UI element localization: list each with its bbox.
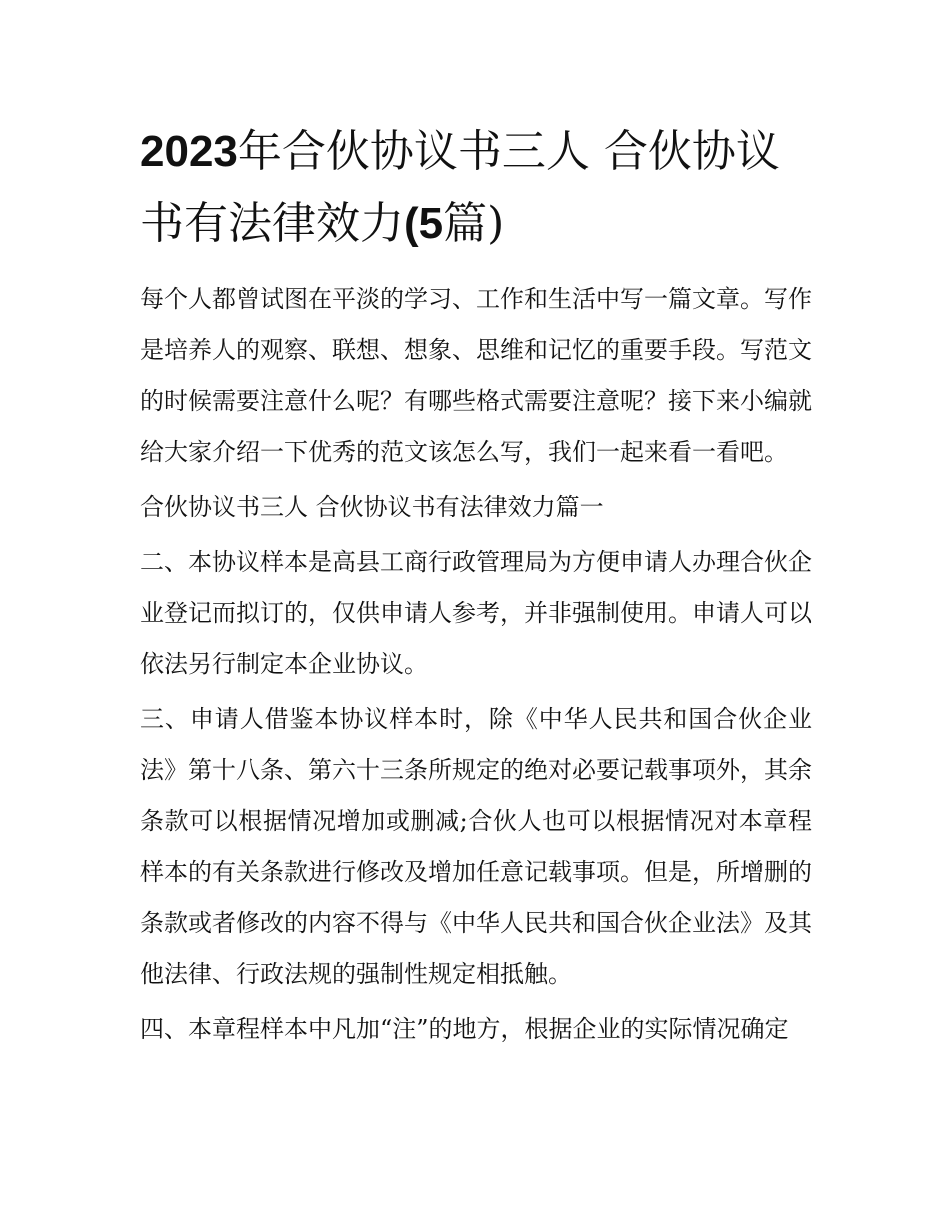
- section-heading: 合伙协议书三人 合伙协议书有法律效力篇一: [140, 493, 604, 521]
- title-count: 5: [418, 199, 444, 248]
- title-paren-open: (: [404, 199, 419, 248]
- clause-paragraph-4: 四、本章程样本中凡加“注”的地方，根据企业的实际情况确定: [140, 1015, 789, 1043]
- title-year: 2023: [140, 127, 238, 176]
- title-suffix: 篇): [443, 198, 505, 249]
- document-title: [140, 116, 812, 260]
- clause-paragraph-2: 二、本协议样本是高县工商行政管理局为方便申请人办理合伙企业登记而拟订的，仅供申请人参考，并非强制使用。申请人可以依法另行制定本企业协议。: [140, 548, 812, 678]
- title-text: 年合伙协议书三人 合伙协议书有法律效力: [140, 126, 780, 249]
- document-body: [140, 274, 812, 1055]
- document-page: [140, 116, 812, 1059]
- clause-paragraph-3: 三、申请人借鉴本协议样本时，除《中华人民共和国合伙企业法》第十八条、第六十三条所规定的绝对必要记载事项外，其余条款可以根据情况增加或删减;合伙人也可以根据情况对本章程样本的有关条款进行修改及增加任意记载事项。但是，所增删的条款或者修改的内容不得与《中华人民共和国合伙企业法》及其他法律、行政法规的强制性规定相抵触。: [140, 705, 812, 988]
- intro-paragraph: 每个人都曾试图在平淡的学习、工作和生活中写一篇文章。写作是培养人的观察、联想、想象、思维和记忆的重要手段。写范文的时候需要注意什么呢？有哪些格式需要注意呢？接下来小编就给大家介绍一下优秀的范文该怎么写，我们一起来看一看吧。: [140, 285, 812, 466]
